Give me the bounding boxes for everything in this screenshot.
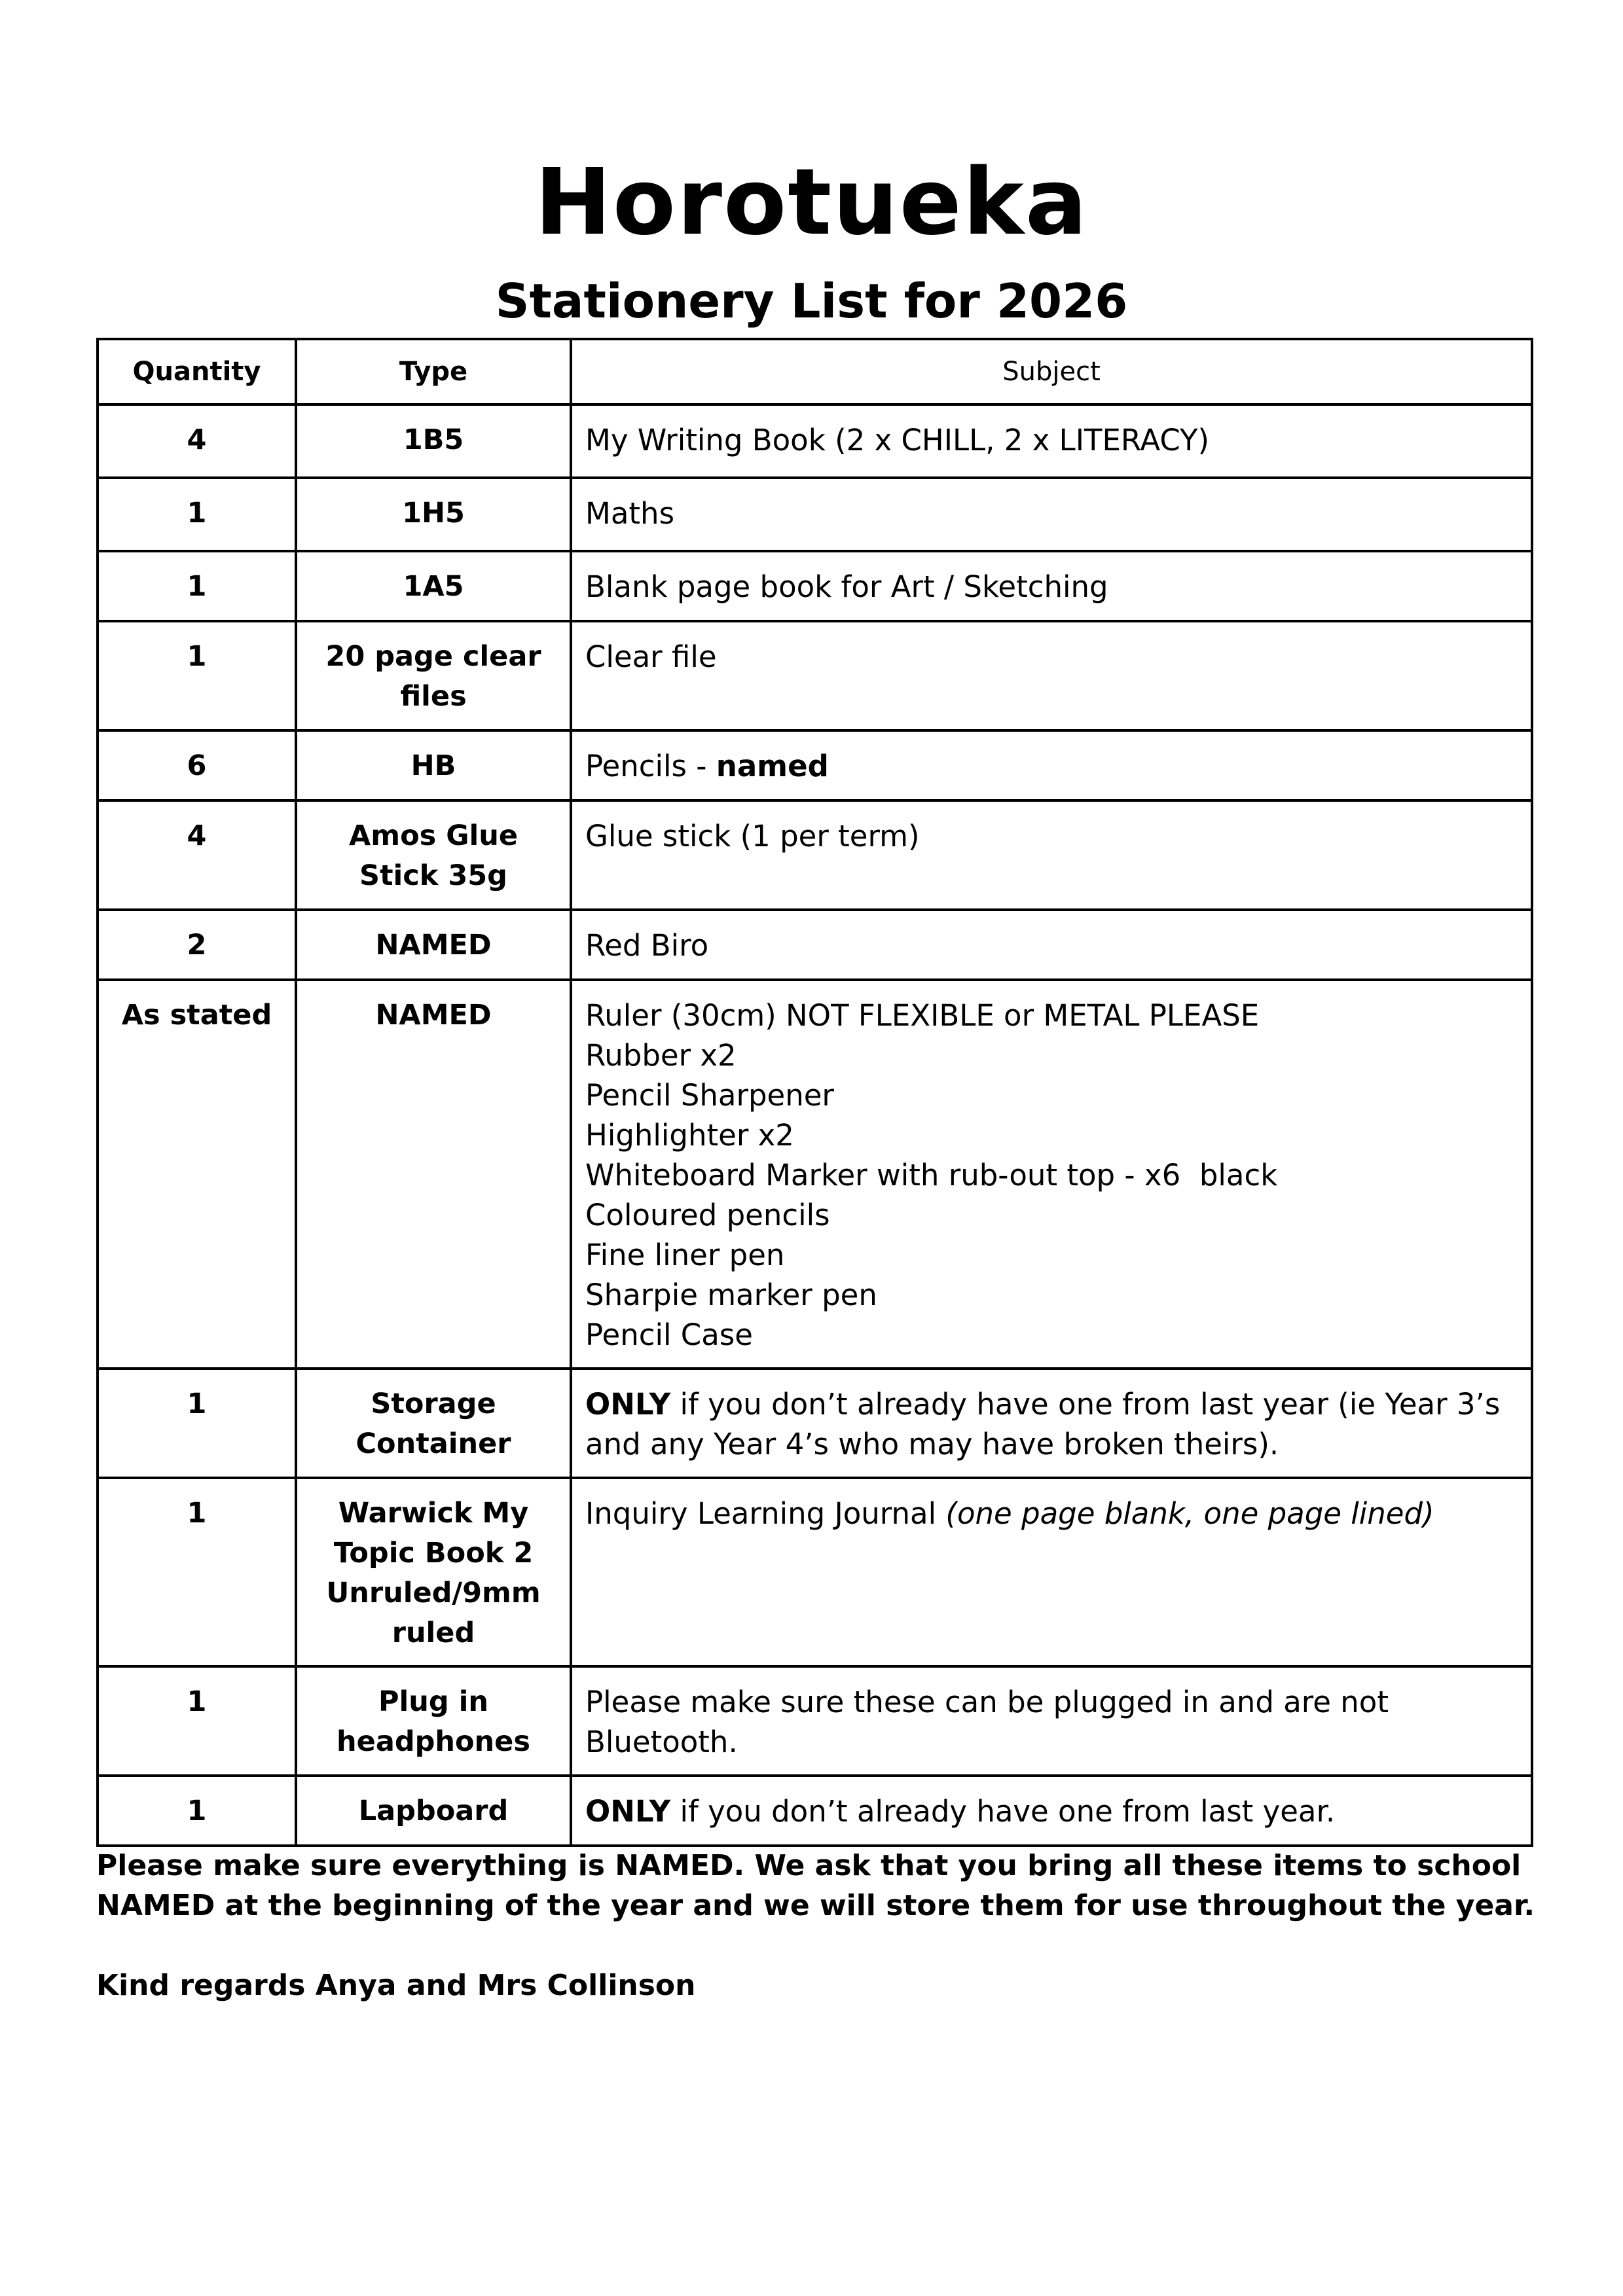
table-row — [98, 800, 1532, 910]
table-row — [98, 551, 1532, 621]
subject-cell — [571, 730, 1532, 800]
type-cell: Plug in headphones — [296, 1666, 571, 1776]
subject-text: if you don’t already have one from last year (ie Year 3’s and any Year 4’s who may have broken theirs). — [585, 1387, 1501, 1462]
page-title: Horotueka — [534, 149, 1089, 256]
subject-cell — [571, 980, 1532, 1369]
type-cell: 20 page clear files — [296, 621, 571, 730]
quantity-cell: As stated — [98, 980, 296, 1369]
quantity-cell: 1 — [98, 478, 296, 551]
quantity-cell: 2 — [98, 910, 296, 980]
subject-cell — [571, 800, 1532, 910]
table-row — [98, 980, 1532, 1369]
subject-line: Highlighter x2 — [585, 1118, 794, 1153]
table-row — [98, 621, 1532, 730]
quantity-cell: 1 — [98, 1478, 296, 1666]
subject-cell — [571, 1776, 1532, 1846]
type-cell: NAMED — [296, 910, 571, 980]
column-header-quantity: Quantity — [98, 339, 296, 404]
subject-cell — [571, 404, 1532, 478]
quantity-cell: 1 — [98, 551, 296, 621]
subject-line: Please make sure these can be plugged in and are not Bluetooth. — [585, 1685, 1389, 1759]
type-cell: NAMED — [296, 980, 571, 1369]
page-subtitle: Stationery List for 2026 — [495, 274, 1128, 329]
subject-line: Glue stick (1 per term) — [585, 819, 920, 853]
subject-line: Ruler (30cm) NOT FLEXIBLE or METAL PLEASE — [585, 998, 1260, 1033]
subject-line: My Writing Book (2 x CHILL, 2 x LITERACY) — [585, 423, 1210, 457]
quantity-cell: 4 — [98, 404, 296, 478]
column-header-subject: Subject — [571, 339, 1532, 404]
table-header-row — [98, 339, 1532, 404]
footer-note: Please make sure everything is NAMED. We ask that you bring all these items to school NAMED at the beginning of the year and we will store them for use throughout the year. — [96, 1849, 1535, 1922]
type-cell: Lapboard — [296, 1776, 571, 1846]
quantity-cell: 1 — [98, 1776, 296, 1846]
subject-line: Coloured pencils — [585, 1198, 830, 1232]
subject-italic-note: (one page blank, one page lined) — [945, 1496, 1434, 1531]
subject-line: Blank page book for Art / Sketching — [585, 569, 1108, 604]
subject-cell — [571, 1369, 1532, 1478]
type-cell: Warwick My Topic Book 2 Unruled/9mm ruled — [296, 1478, 571, 1666]
quantity-cell: 1 — [98, 621, 296, 730]
subject-cell — [571, 1478, 1532, 1666]
subject-line: Rubber x2 — [585, 1038, 737, 1073]
type-cell: Amos Glue Stick 35g — [296, 800, 571, 910]
subject-line: Whiteboard Marker with rub-out top - x6 black — [585, 1158, 1278, 1193]
subject-text: if you don’t already have one from last year. — [670, 1794, 1336, 1829]
subject-line: Sharpie marker pen — [585, 1278, 877, 1312]
table-row — [98, 1478, 1532, 1666]
table-row — [98, 404, 1532, 478]
subject-line: Maths — [585, 496, 675, 531]
quantity-cell: 4 — [98, 800, 296, 910]
footer — [96, 1846, 1537, 2005]
table-row — [98, 1776, 1532, 1846]
subject-cell — [571, 910, 1532, 980]
table-row — [98, 910, 1532, 980]
subject-line: Pencil Case — [585, 1318, 753, 1352]
subject-cell — [571, 1666, 1532, 1776]
stationery-table — [96, 338, 1533, 1847]
quantity-cell: 1 — [98, 1666, 296, 1776]
type-cell: HB — [296, 730, 571, 800]
table-row — [98, 478, 1532, 551]
subject-text: Inquiry Learning Journal — [585, 1496, 946, 1531]
subject-emphasis: ONLY — [585, 1794, 671, 1829]
subject-line: Red Biro — [585, 928, 709, 963]
subject-emphasis: ONLY — [585, 1387, 671, 1422]
subject-line: Fine liner pen — [585, 1238, 785, 1272]
subject-cell — [571, 551, 1532, 621]
subject-emphasis: named — [716, 749, 829, 783]
type-cell: 1B5 — [296, 404, 571, 478]
column-header-type: Type — [296, 339, 571, 404]
subject-text: Pencils - — [585, 749, 716, 783]
quantity-cell: 1 — [98, 1369, 296, 1478]
table-row — [98, 730, 1532, 800]
table-row — [98, 1666, 1532, 1776]
footer-signoff: Kind regards Anya and Mrs Collinson — [96, 1969, 696, 2002]
subject-line: Clear file — [585, 639, 717, 674]
type-cell: Storage Container — [296, 1369, 571, 1478]
quantity-cell: 6 — [98, 730, 296, 800]
subject-line: Pencil Sharpener — [585, 1078, 834, 1113]
type-cell: 1H5 — [296, 478, 571, 551]
type-cell: 1A5 — [296, 551, 571, 621]
table-row — [98, 1369, 1532, 1478]
subject-cell — [571, 478, 1532, 551]
subject-cell — [571, 621, 1532, 730]
